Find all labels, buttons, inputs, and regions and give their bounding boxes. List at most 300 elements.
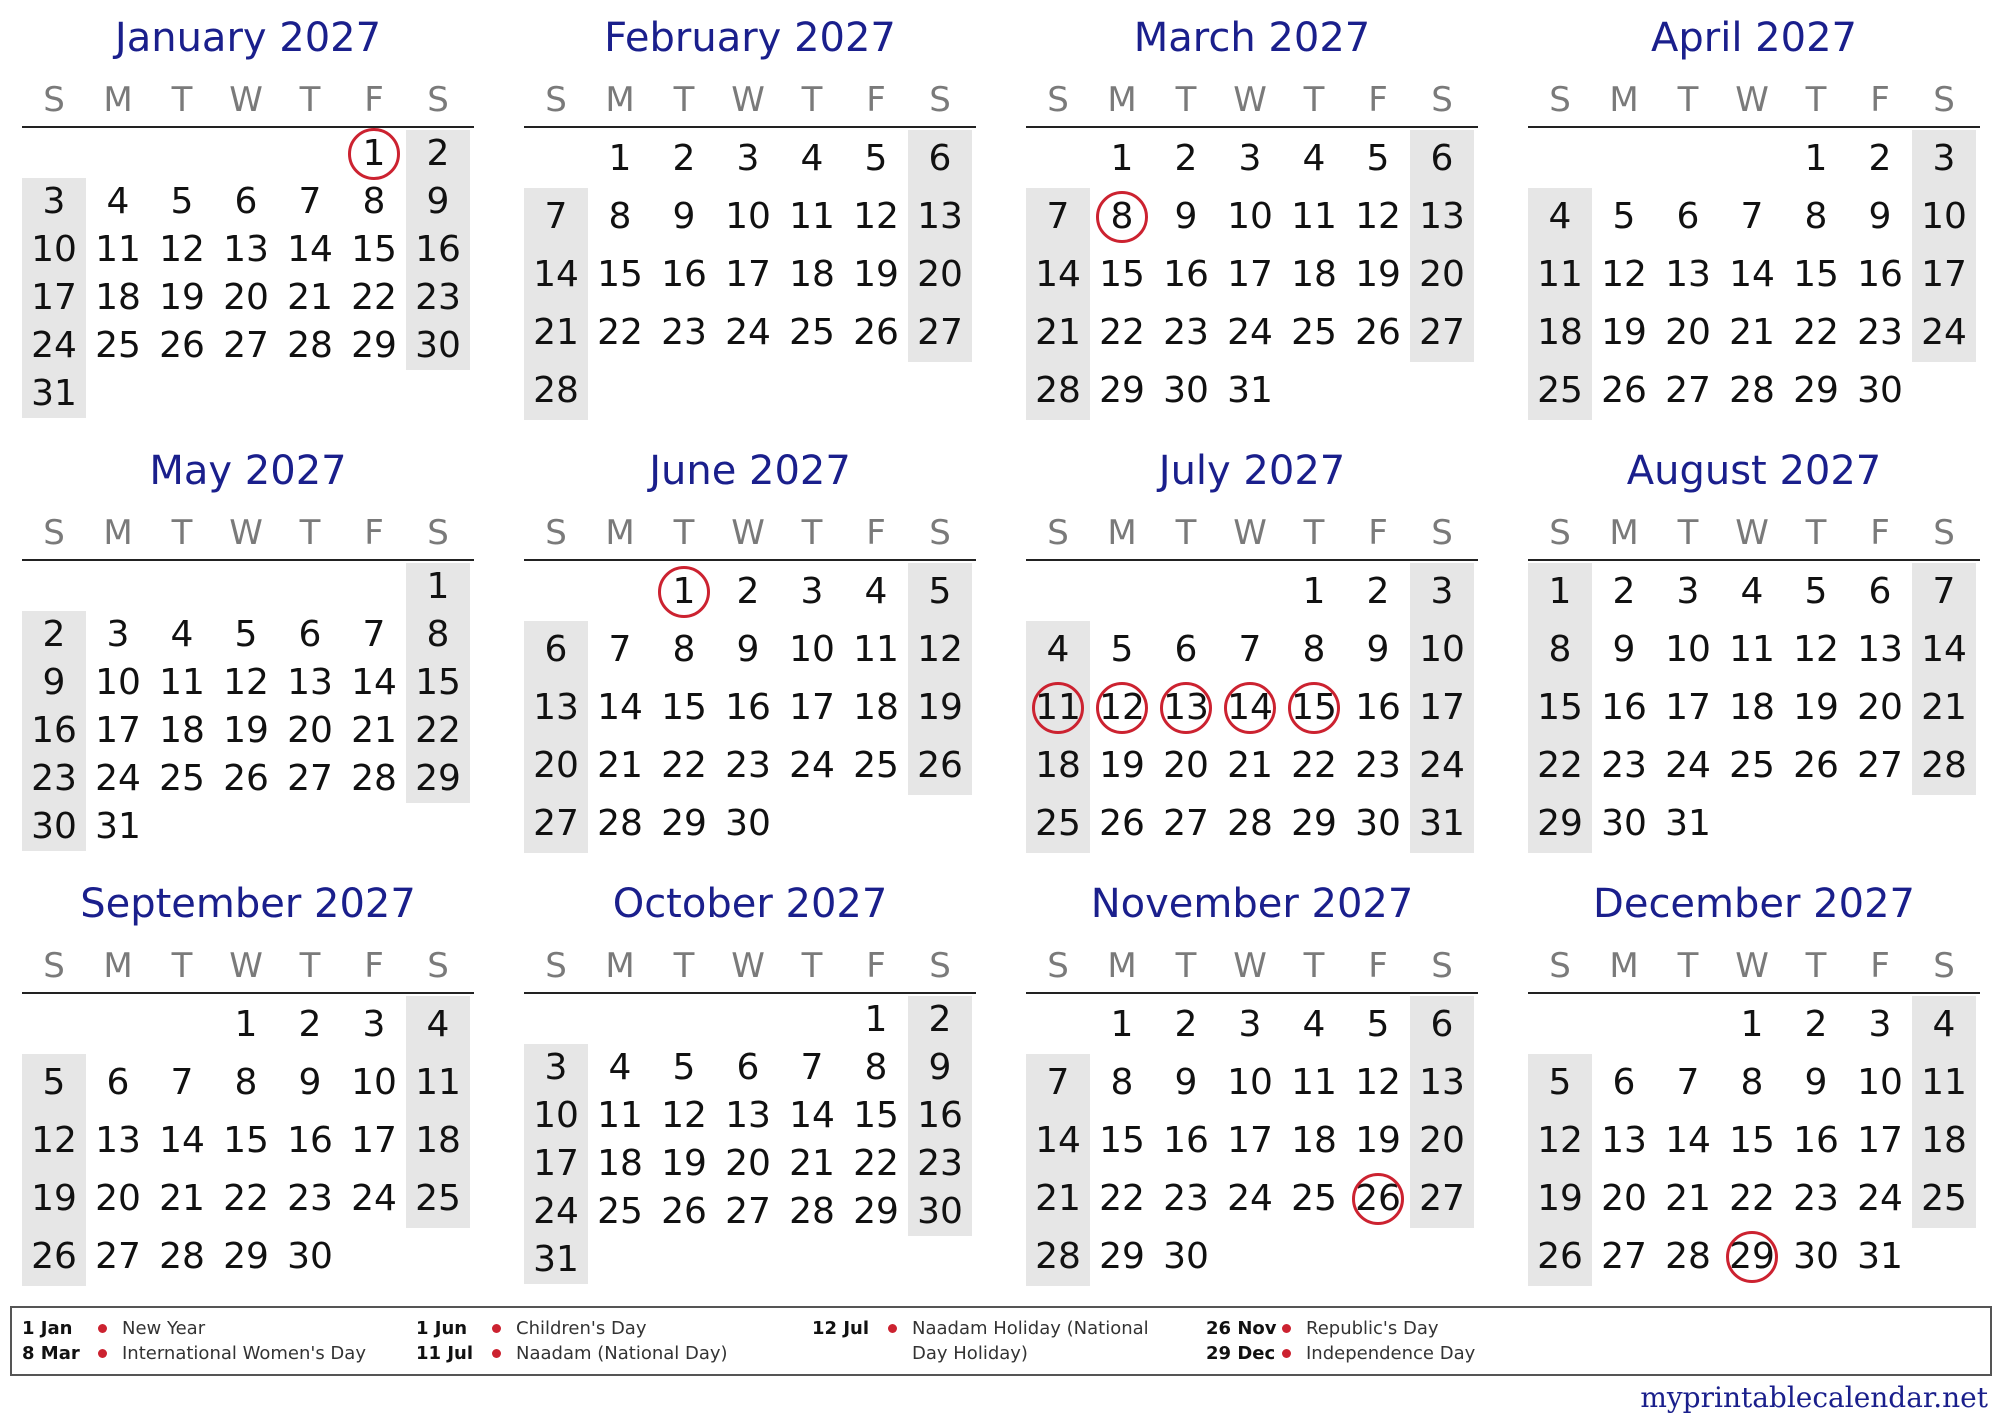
calendar-day: 9 xyxy=(42,662,66,703)
calendar-day: 22 xyxy=(415,710,461,751)
calendar-day: 15 xyxy=(1537,687,1583,728)
calendar-day: 17 xyxy=(1227,254,1273,295)
calendar-day: 2 xyxy=(672,138,696,179)
calendar-day: 5 xyxy=(672,1047,696,1088)
legend-date: 1 Jun xyxy=(416,1318,468,1339)
calendar-day: 15 xyxy=(661,687,707,728)
calendar-day: 24 xyxy=(1227,1178,1273,1219)
calendar-day: 3 xyxy=(42,181,66,222)
calendar-day: 23 xyxy=(415,277,461,318)
weekday-label: S xyxy=(1933,513,1955,553)
calendar-day: 25 xyxy=(1291,312,1337,353)
calendar-day: 20 xyxy=(287,710,333,751)
weekday-label: T xyxy=(299,946,321,986)
calendar-day: 18 xyxy=(789,254,835,295)
holiday-dot-icon xyxy=(492,1324,501,1333)
calendar-day: 3 xyxy=(1238,1004,1262,1045)
calendar-day: 24 xyxy=(533,1191,579,1232)
legend-item xyxy=(1206,1341,1586,1366)
calendar-day: 17 xyxy=(351,1120,397,1161)
calendar-day: 22 xyxy=(223,1178,269,1219)
calendar-day: 21 xyxy=(1035,312,1081,353)
calendar-day: 25 xyxy=(1035,803,1081,844)
holiday-dot-icon xyxy=(888,1324,897,1333)
calendar-day: 30 xyxy=(1793,1236,1839,1277)
calendar-day: 4 xyxy=(1302,138,1326,179)
weekday-label: T xyxy=(801,946,823,986)
calendar-day: 23 xyxy=(1857,312,1903,353)
calendar-day: 12 xyxy=(31,1120,77,1161)
calendar-day: 15 xyxy=(1729,1120,1775,1161)
weekday-label: F xyxy=(364,80,384,120)
calendar-day: 17 xyxy=(533,1143,579,1184)
calendar-day: 11 xyxy=(95,229,141,270)
calendar-day: 4 xyxy=(1932,1004,1956,1045)
calendar-day: 2 xyxy=(1174,138,1198,179)
calendar-day: 19 xyxy=(917,687,963,728)
calendar-day: 5 xyxy=(1804,571,1828,612)
calendar-day: 18 xyxy=(1291,254,1337,295)
month-title: July 2027 xyxy=(1158,448,1346,494)
calendar-day: 29 xyxy=(1291,803,1337,844)
weekday-label: T xyxy=(1677,513,1699,553)
calendar-day: 1 xyxy=(1548,571,1572,612)
weekday-label: W xyxy=(1233,80,1267,120)
holiday-day: 12 xyxy=(1090,679,1154,737)
calendar-day: 10 xyxy=(1227,196,1273,237)
weekday-label: F xyxy=(866,946,886,986)
calendar-day: 2 xyxy=(1612,571,1636,612)
calendar-day: 31 xyxy=(1227,370,1273,411)
calendar-day: 5 xyxy=(1110,629,1134,670)
holiday-day: 13 xyxy=(1154,679,1218,737)
holiday-dot-icon xyxy=(98,1324,107,1333)
calendar-day: 1 xyxy=(1740,1004,1764,1045)
calendar-day: 7 xyxy=(1676,1062,1700,1103)
weekday-label: F xyxy=(866,80,886,120)
calendar-day: 3 xyxy=(544,1047,568,1088)
calendar-day: 18 xyxy=(853,687,899,728)
weekday-label: W xyxy=(731,80,765,120)
calendar-day: 19 xyxy=(1601,312,1647,353)
holiday-legend xyxy=(10,1306,1992,1376)
calendar-day: 27 xyxy=(1601,1236,1647,1277)
weekday-label: T xyxy=(1805,80,1827,120)
calendar-day: 20 xyxy=(1601,1178,1647,1219)
calendar-day: 10 xyxy=(533,1095,579,1136)
calendar-day: 12 xyxy=(853,196,899,237)
weekday-label: F xyxy=(1368,946,1388,986)
calendar-day: 15 xyxy=(1099,254,1145,295)
weekday-label: M xyxy=(103,513,133,553)
weekday-label: T xyxy=(673,80,695,120)
calendar-day: 9 xyxy=(1804,1062,1828,1103)
calendar-day: 20 xyxy=(223,277,269,318)
weekday-label: W xyxy=(731,946,765,986)
weekday-label: S xyxy=(1549,513,1571,553)
calendar-day: 21 xyxy=(789,1143,835,1184)
weekday-label: S xyxy=(1549,946,1571,986)
calendar-day: 18 xyxy=(1729,687,1775,728)
month-block xyxy=(1528,0,1980,420)
calendar-day: 28 xyxy=(1227,803,1273,844)
calendar-day: 19 xyxy=(1793,687,1839,728)
calendar-day: 7 xyxy=(170,1062,194,1103)
calendar-day: 20 xyxy=(533,745,579,786)
calendar-day: 8 xyxy=(1110,1062,1134,1103)
calendar-day: 4 xyxy=(426,1004,450,1045)
calendar-day: 29 xyxy=(223,1236,269,1277)
calendar-day: 28 xyxy=(533,370,579,411)
site-link[interactable]: myprintablecalendar.net xyxy=(1640,1381,1988,1414)
calendar-day: 26 xyxy=(1099,803,1145,844)
month-title: May 2027 xyxy=(149,448,347,494)
calendar-day: 16 xyxy=(1793,1120,1839,1161)
calendar-day: 1 xyxy=(608,138,632,179)
weekday-label: F xyxy=(1870,513,1890,553)
legend-name: Independence Day xyxy=(1306,1343,1476,1364)
weekday-label: F xyxy=(1368,80,1388,120)
calendar-day: 14 xyxy=(1665,1120,1711,1161)
weekday-label: M xyxy=(103,946,133,986)
calendar-day: 8 xyxy=(672,629,696,670)
weekday-header xyxy=(524,940,976,994)
weekday-label: T xyxy=(299,513,321,553)
legend-name: Naadam (National Day) xyxy=(516,1343,728,1364)
calendar-day: 10 xyxy=(725,196,771,237)
weekday-header xyxy=(524,507,976,561)
month-title: June 2027 xyxy=(649,448,851,494)
calendar-day: 13 xyxy=(725,1095,771,1136)
calendar-day: 8 xyxy=(864,1047,888,1088)
calendar-day: 14 xyxy=(533,254,579,295)
weekday-label: W xyxy=(1735,80,1769,120)
calendar-day: 10 xyxy=(789,629,835,670)
calendar-day: 21 xyxy=(1035,1178,1081,1219)
weekday-label: M xyxy=(605,513,635,553)
weekday-label: S xyxy=(929,946,951,986)
calendar-day: 23 xyxy=(1793,1178,1839,1219)
weekday-label: S xyxy=(427,946,449,986)
calendar-day: 22 xyxy=(351,277,397,318)
calendar-day: 22 xyxy=(661,745,707,786)
calendar-day: 4 xyxy=(864,571,888,612)
calendar-day: 20 xyxy=(1419,254,1465,295)
calendar-day: 7 xyxy=(800,1047,824,1088)
calendar-day: 9 xyxy=(928,1047,952,1088)
calendar-day: 17 xyxy=(1921,254,1967,295)
weekday-header xyxy=(22,74,474,128)
calendar-day: 1 xyxy=(234,1004,258,1045)
calendar-day: 14 xyxy=(1921,629,1967,670)
calendar-day: 11 xyxy=(1291,1062,1337,1103)
legend-name: Naadam Holiday (National Day Holiday) xyxy=(912,1318,1149,1364)
weekday-label: T xyxy=(1175,946,1197,986)
calendar-day: 2 xyxy=(928,999,952,1040)
calendar-day: 12 xyxy=(1793,629,1839,670)
weekday-label: S xyxy=(1431,946,1453,986)
calendar-day: 17 xyxy=(31,277,77,318)
calendar-day: 22 xyxy=(1099,1178,1145,1219)
calendar-day: 24 xyxy=(1857,1178,1903,1219)
calendar-day: 25 xyxy=(1921,1178,1967,1219)
weekday-label: T xyxy=(1303,513,1325,553)
calendar-day: 8 xyxy=(1302,629,1326,670)
weekday-label: T xyxy=(1175,513,1197,553)
weekday-label: T xyxy=(673,513,695,553)
calendar-day: 20 xyxy=(1419,1120,1465,1161)
calendar-day: 31 xyxy=(95,806,141,847)
calendar-day: 11 xyxy=(789,196,835,237)
legend-date: 11 Jul xyxy=(416,1343,473,1364)
calendar-day: 30 xyxy=(1857,370,1903,411)
calendar-day: 8 xyxy=(1740,1062,1764,1103)
weekday-label: T xyxy=(801,80,823,120)
calendar-day: 29 xyxy=(351,325,397,366)
calendar-day: 7 xyxy=(1046,196,1070,237)
calendar-day: 25 xyxy=(853,745,899,786)
calendar-day: 23 xyxy=(1355,745,1401,786)
weekday-label: W xyxy=(1233,513,1267,553)
calendar-day: 9 xyxy=(1174,196,1198,237)
calendar-day: 9 xyxy=(1868,196,1892,237)
calendar-day: 10 xyxy=(1419,629,1465,670)
month-block xyxy=(22,433,474,853)
weekday-label: M xyxy=(1609,513,1639,553)
calendar-day: 6 xyxy=(106,1062,130,1103)
calendar-day: 13 xyxy=(1601,1120,1647,1161)
holiday-day: 29 xyxy=(1720,1228,1784,1286)
month-title: November 2027 xyxy=(1090,881,1414,927)
weekday-label: W xyxy=(1735,513,1769,553)
month-block xyxy=(1026,866,1478,1286)
weekday-label: S xyxy=(545,80,567,120)
calendar-day: 18 xyxy=(1291,1120,1337,1161)
calendar-day: 14 xyxy=(1035,254,1081,295)
calendar-day: 6 xyxy=(928,138,952,179)
calendar-day: 9 xyxy=(1366,629,1390,670)
calendar-day: 30 xyxy=(415,325,461,366)
weekday-label: S xyxy=(43,946,65,986)
calendar-day: 16 xyxy=(1163,1120,1209,1161)
calendar-day: 25 xyxy=(789,312,835,353)
calendar-day: 23 xyxy=(661,312,707,353)
calendar-day: 12 xyxy=(159,229,205,270)
calendar-day: 30 xyxy=(1601,803,1647,844)
calendar-day: 14 xyxy=(159,1120,205,1161)
calendar-day: 13 xyxy=(287,662,333,703)
calendar-day: 6 xyxy=(1430,138,1454,179)
calendar-day: 23 xyxy=(287,1178,333,1219)
calendar-day: 22 xyxy=(1793,312,1839,353)
calendar-day: 3 xyxy=(1868,1004,1892,1045)
legend-name: New Year xyxy=(122,1318,206,1339)
calendar-day: 6 xyxy=(736,1047,760,1088)
weekday-label: M xyxy=(1609,946,1639,986)
holiday-day: 1 xyxy=(342,130,406,178)
calendar-day: 28 xyxy=(1729,370,1775,411)
weekday-label: T xyxy=(1677,946,1699,986)
calendar-day: 16 xyxy=(287,1120,333,1161)
holiday-day: 1 xyxy=(652,563,716,621)
calendar-day: 2 xyxy=(1174,1004,1198,1045)
calendar-day: 10 xyxy=(95,662,141,703)
legend-item xyxy=(416,1341,796,1366)
calendar-day: 21 xyxy=(159,1178,205,1219)
calendar-day: 9 xyxy=(426,181,450,222)
calendar-day: 20 xyxy=(1163,745,1209,786)
calendar-day: 24 xyxy=(31,325,77,366)
month-block xyxy=(1026,433,1478,853)
calendar-day: 29 xyxy=(1793,370,1839,411)
calendar-day: 11 xyxy=(159,662,205,703)
calendar-day: 23 xyxy=(1163,1178,1209,1219)
weekday-label: T xyxy=(171,513,193,553)
calendar-day: 30 xyxy=(1355,803,1401,844)
calendar-day: 5 xyxy=(1612,196,1636,237)
calendar-day: 14 xyxy=(287,229,333,270)
calendar-day: 9 xyxy=(1612,629,1636,670)
calendar-day: 13 xyxy=(223,229,269,270)
weekday-label: S xyxy=(1431,513,1453,553)
calendar-day: 10 xyxy=(1921,196,1967,237)
calendar-day: 2 xyxy=(42,614,66,655)
weekday-label: S xyxy=(43,80,65,120)
calendar-day: 18 xyxy=(597,1143,643,1184)
calendar-day: 1 xyxy=(1804,138,1828,179)
calendar-day: 20 xyxy=(917,254,963,295)
legend-name: Children's Day xyxy=(516,1318,647,1339)
calendar-day: 1 xyxy=(1110,138,1134,179)
calendar-day: 24 xyxy=(1665,745,1711,786)
legend-date: 12 Jul xyxy=(812,1318,869,1339)
calendar-day: 7 xyxy=(362,614,386,655)
holiday-day: 14 xyxy=(1218,679,1282,737)
calendar-day: 13 xyxy=(1857,629,1903,670)
calendar-day: 1 xyxy=(426,566,450,607)
calendar-day: 17 xyxy=(789,687,835,728)
calendar-day: 16 xyxy=(1601,687,1647,728)
calendar-day: 15 xyxy=(1099,1120,1145,1161)
weekday-label: S xyxy=(545,513,567,553)
weekday-label: F xyxy=(364,513,384,553)
calendar-day: 3 xyxy=(1430,571,1454,612)
calendar-day: 11 xyxy=(1921,1062,1967,1103)
calendar-day: 29 xyxy=(1099,370,1145,411)
calendar-day: 5 xyxy=(42,1062,66,1103)
weekday-label: T xyxy=(171,946,193,986)
calendar-day: 29 xyxy=(1537,803,1583,844)
calendar-day: 10 xyxy=(1665,629,1711,670)
calendar-day: 27 xyxy=(223,325,269,366)
calendar-day: 24 xyxy=(351,1178,397,1219)
weekday-label: S xyxy=(1047,513,1069,553)
calendar-day: 12 xyxy=(1601,254,1647,295)
calendar-day: 21 xyxy=(287,277,333,318)
calendar-day: 4 xyxy=(1740,571,1764,612)
calendar-day: 17 xyxy=(1419,687,1465,728)
weekday-label: S xyxy=(43,513,65,553)
legend-item xyxy=(22,1316,402,1341)
calendar-day: 25 xyxy=(1291,1178,1337,1219)
calendar-day: 13 xyxy=(917,196,963,237)
calendar-day: 11 xyxy=(415,1062,461,1103)
calendar-day: 19 xyxy=(159,277,205,318)
weekday-label: T xyxy=(171,80,193,120)
calendar-day: 4 xyxy=(1548,196,1572,237)
calendar-day: 12 xyxy=(661,1095,707,1136)
calendar-day: 25 xyxy=(1537,370,1583,411)
calendar-day: 24 xyxy=(1921,312,1967,353)
weekday-label: T xyxy=(1303,80,1325,120)
calendar-day: 28 xyxy=(1035,1236,1081,1277)
calendar-day: 27 xyxy=(1665,370,1711,411)
weekday-label: T xyxy=(1805,946,1827,986)
calendar-day: 26 xyxy=(1793,745,1839,786)
calendar-day: 6 xyxy=(1676,196,1700,237)
calendar-day: 25 xyxy=(159,758,205,799)
calendar-day: 6 xyxy=(1868,571,1892,612)
calendar-day: 31 xyxy=(533,1239,579,1280)
calendar-day: 6 xyxy=(1430,1004,1454,1045)
weekday-header xyxy=(22,940,474,994)
weekday-label: T xyxy=(801,513,823,553)
calendar-day: 11 xyxy=(597,1095,643,1136)
calendar-day: 1 xyxy=(1302,571,1326,612)
calendar-day: 19 xyxy=(31,1178,77,1219)
calendar-day: 21 xyxy=(1665,1178,1711,1219)
calendar-day: 19 xyxy=(1355,1120,1401,1161)
calendar-day: 15 xyxy=(223,1120,269,1161)
calendar-day: 9 xyxy=(298,1062,322,1103)
calendar-day: 3 xyxy=(1238,138,1262,179)
calendar-day: 21 xyxy=(597,745,643,786)
calendar-day: 12 xyxy=(1355,196,1401,237)
calendar-day: 23 xyxy=(1163,312,1209,353)
weekday-header xyxy=(1528,940,1980,994)
calendar-day: 19 xyxy=(1099,745,1145,786)
weekday-label: M xyxy=(1107,946,1137,986)
calendar-day: 26 xyxy=(853,312,899,353)
holiday-dot-icon xyxy=(1282,1349,1291,1358)
calendar-day: 22 xyxy=(597,312,643,353)
calendar-day: 27 xyxy=(1419,1178,1465,1219)
calendar-day: 8 xyxy=(1804,196,1828,237)
calendar-day: 21 xyxy=(1729,312,1775,353)
legend-date: 29 Dec xyxy=(1206,1343,1276,1364)
calendar-day: 24 xyxy=(1419,745,1465,786)
calendar-day: 8 xyxy=(608,196,632,237)
calendar-day: 27 xyxy=(725,1191,771,1232)
calendar-day: 26 xyxy=(1537,1236,1583,1277)
calendar-day: 28 xyxy=(159,1236,205,1277)
weekday-header xyxy=(1026,74,1478,128)
calendar-day: 28 xyxy=(597,803,643,844)
calendar-day: 5 xyxy=(1548,1062,1572,1103)
calendar-day: 17 xyxy=(1665,687,1711,728)
calendar-day: 27 xyxy=(917,312,963,353)
calendar-day: 17 xyxy=(1227,1120,1273,1161)
calendar-day: 21 xyxy=(1921,687,1967,728)
calendar-day: 29 xyxy=(661,803,707,844)
calendar-day: 29 xyxy=(853,1191,899,1232)
month-title: December 2027 xyxy=(1593,881,1915,927)
legend-name: International Women's Day xyxy=(122,1343,366,1364)
calendar-day: 19 xyxy=(223,710,269,751)
calendar-day: 4 xyxy=(1302,1004,1326,1045)
legend-item xyxy=(22,1341,402,1366)
calendar-day: 6 xyxy=(234,181,258,222)
